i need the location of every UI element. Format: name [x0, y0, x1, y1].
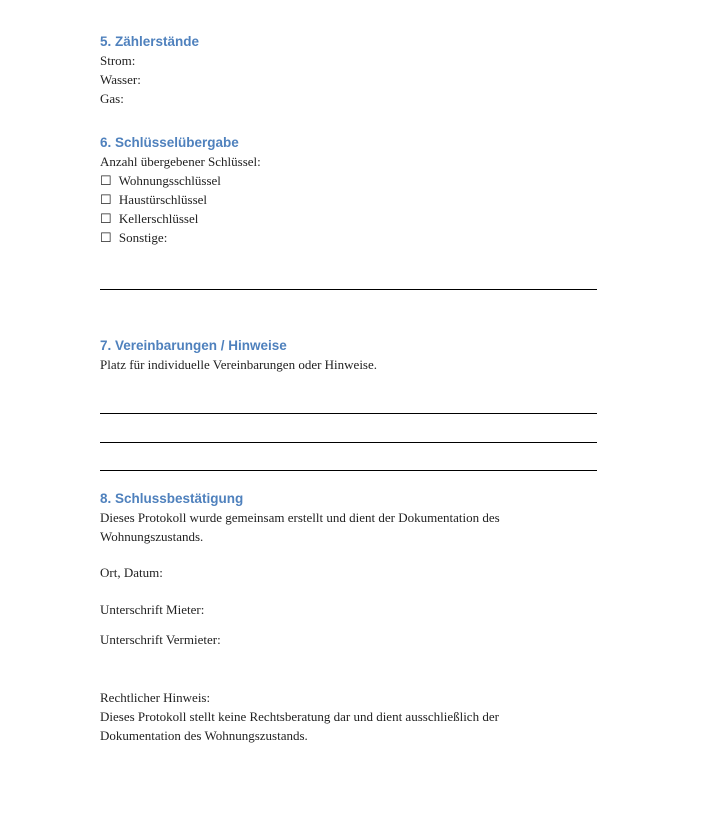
section-heading-confirmation: 8. Schlussbestätigung [100, 491, 244, 506]
section-heading-agreements: 7. Vereinbarungen / Hinweise [100, 338, 287, 353]
field-label-unterschrift-mieter: Unterschrift Mieter: [100, 602, 205, 617]
checkbox-label: Kellerschlüssel [118, 211, 199, 226]
section-heading-key-handover: 6. Schlüsselübergabe [100, 135, 239, 150]
checkbox-wohnungsschluessel[interactable] [100, 171, 597, 190]
field-label-unterschrift-vermieter: Unterschrift Vermieter: [100, 632, 221, 647]
meter-label-wasser: Wasser: [100, 72, 141, 87]
fill-in-line-agreements-2[interactable] [100, 442, 597, 443]
meter-label-strom: Strom: [100, 53, 136, 68]
checkbox-icon[interactable]: ☐ [100, 173, 112, 188]
document-content [100, 32, 597, 745]
meter-label-gas: Gas: [100, 91, 124, 106]
legal-notice-line-2: Dokumentation des Wohnungszustands. [100, 728, 308, 743]
checkbox-haustuerschluessel[interactable] [100, 190, 597, 209]
field-label-ort-datum: Ort, Datum: [100, 565, 163, 580]
checkbox-sonstige[interactable] [100, 228, 597, 247]
checkbox-icon[interactable]: ☐ [100, 192, 112, 207]
checkbox-icon[interactable]: ☐ [100, 211, 112, 226]
fill-in-line-keys[interactable] [100, 289, 597, 290]
confirmation-body-line-1: Dieses Protokoll wurde gemeinsam erstellt und dient der Dokumentation des [100, 510, 500, 525]
checkbox-label: Wohnungsschlüssel [118, 173, 221, 188]
fill-in-line-agreements-3[interactable] [100, 470, 597, 471]
checkbox-label: Sonstige: [118, 230, 168, 245]
checkbox-icon[interactable]: ☐ [100, 230, 112, 245]
checkbox-label: Haustürschlüssel [118, 192, 208, 207]
confirmation-body-line-2: Wohnungszustands. [100, 529, 204, 544]
agreements-body: Platz für individuelle Vereinbarungen oder Hinweise. [100, 357, 378, 372]
key-handover-intro: Anzahl übergebener Schlüssel: [100, 154, 261, 169]
fill-in-line-agreements-1[interactable] [100, 413, 597, 414]
section-heading-meter-readings: 5. Zählerstände [100, 34, 200, 49]
legal-notice-label: Rechtlicher Hinweis: [100, 690, 211, 705]
checkbox-kellerschluessel[interactable] [100, 209, 597, 228]
legal-notice-line-1: Dieses Protokoll stellt keine Rechtsberatung dar und dient ausschließlich der [100, 709, 499, 724]
